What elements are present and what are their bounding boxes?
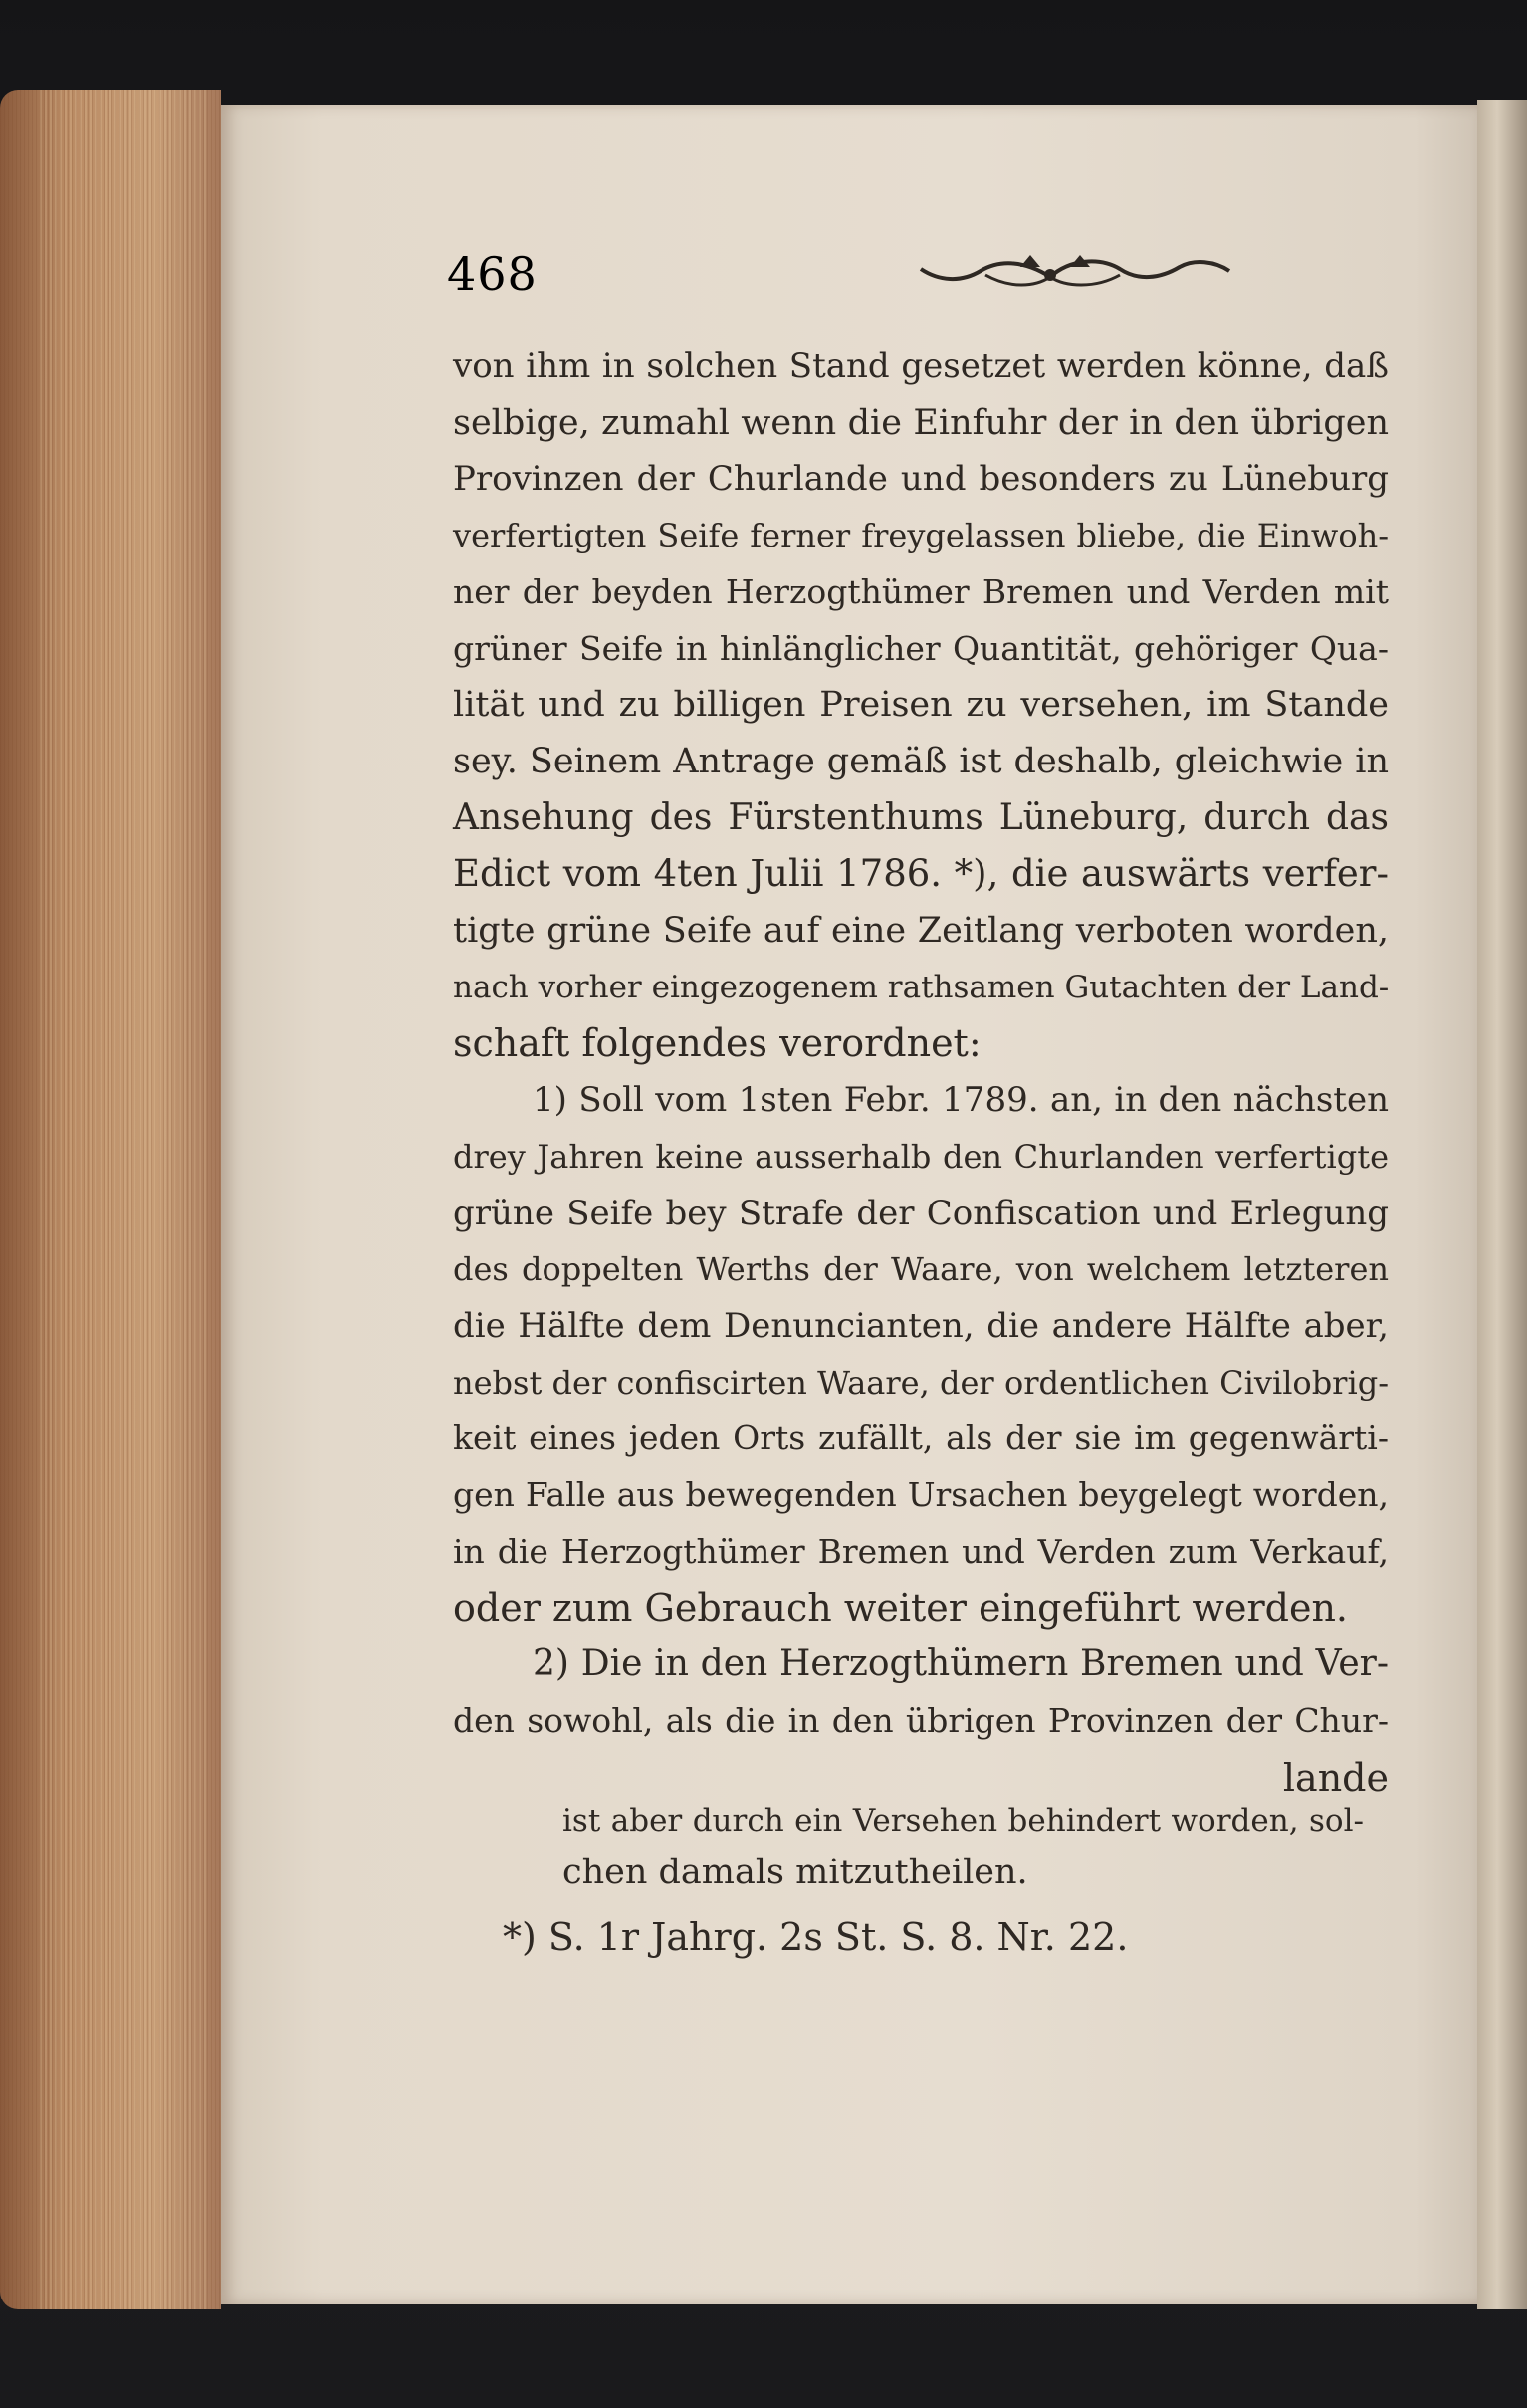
body-line: 1) Soll vom 1sten Febr. 1789. an, in den nächsten bbox=[533, 1080, 1389, 1121]
body-line: tigte grüne Seife auf eine Zeitlang verboten worden, bbox=[453, 911, 1389, 952]
footnote-line: ist aber durch ein Versehen behindert worden, sol- bbox=[562, 1803, 1364, 1839]
body-line: nach vorher eingezogenem rathsamen Gutachten der Land- bbox=[453, 969, 1390, 1005]
footnote-line: chen damals mitzutheilen. bbox=[562, 1853, 1028, 1892]
book-page-edge bbox=[0, 90, 221, 2309]
body-line: in die Herzogthümer Bremen und Verden zum Verkauf, bbox=[453, 1531, 1389, 1571]
catchword: lande bbox=[1282, 1755, 1389, 1800]
body-line: grüner Seife in hinlänglicher Quantität, gehöriger Qua- bbox=[453, 628, 1389, 668]
body-text bbox=[453, 338, 1389, 1806]
body-line: lität und zu billigen Preisen zu versehen, im Stande bbox=[453, 685, 1389, 726]
body-line: keit eines jeden Orts zufällt, als der sie im gegenwärti- bbox=[453, 1419, 1389, 1458]
footnote-continuation bbox=[562, 1795, 1364, 1898]
facing-page-strip bbox=[1477, 100, 1527, 2309]
body-line: schaft folgendes verordnet: bbox=[453, 1021, 982, 1066]
body-line: grüne Seife bey Strafe der Confiscation und Erlegung bbox=[453, 1193, 1389, 1233]
body-line: ner der beyden Herzogthümer Bremen und Verden mit bbox=[453, 571, 1389, 611]
body-line: des doppelten Werths der Waare, von welchem letzteren bbox=[453, 1250, 1389, 1289]
page-number: 468 bbox=[447, 247, 538, 301]
body-line: Edict vom 4ten Julii 1786. *), die auswärts verfer- bbox=[453, 852, 1389, 896]
body-line: die Hälfte dem Denuncianten, die andere Hälfte aber, bbox=[453, 1305, 1389, 1346]
body-line: nebst der confiscirten Waare, der ordentlichen Civilobrig- bbox=[453, 1363, 1389, 1402]
body-line: Provinzen der Churlande und besonders zu Lüneburg bbox=[453, 459, 1389, 500]
body-line: 2) Die in den Herzogthümern Bremen und Ver- bbox=[533, 1643, 1389, 1685]
body-line: von ihm in solchen Stand gesetzet werden könne, daß bbox=[453, 346, 1389, 386]
body-line: sey. Seinem Antrage gemäß ist deshalb, gleichwie in bbox=[453, 741, 1389, 781]
body-line: Ansehung des Fürstenthums Lüneburg, durch das bbox=[453, 796, 1389, 838]
body-line: den sowohl, als die in den übrigen Provinzen der Chur- bbox=[453, 1700, 1389, 1740]
page-header bbox=[224, 247, 1399, 307]
body-line: verfertigten Seife ferner freygelassen bliebe, die Einwoh- bbox=[453, 517, 1389, 555]
body-line: gen Falle aus bewegenden Ursachen beygelegt worden, bbox=[453, 1475, 1389, 1515]
body-line: drey Jahren keine ausserhalb den Churlanden verfertigte bbox=[453, 1137, 1389, 1176]
body-line: selbige, zumahl wenn die Einfuhr der in den übrigen bbox=[453, 402, 1389, 443]
printer-ornament-icon bbox=[821, 249, 1239, 297]
body-line: oder zum Gebrauch weiter eingeführt werden. bbox=[453, 1586, 1349, 1631]
footnote: *) S. 1r Jahrg. 2s St. S. 8. Nr. 22. bbox=[503, 1915, 1129, 1959]
